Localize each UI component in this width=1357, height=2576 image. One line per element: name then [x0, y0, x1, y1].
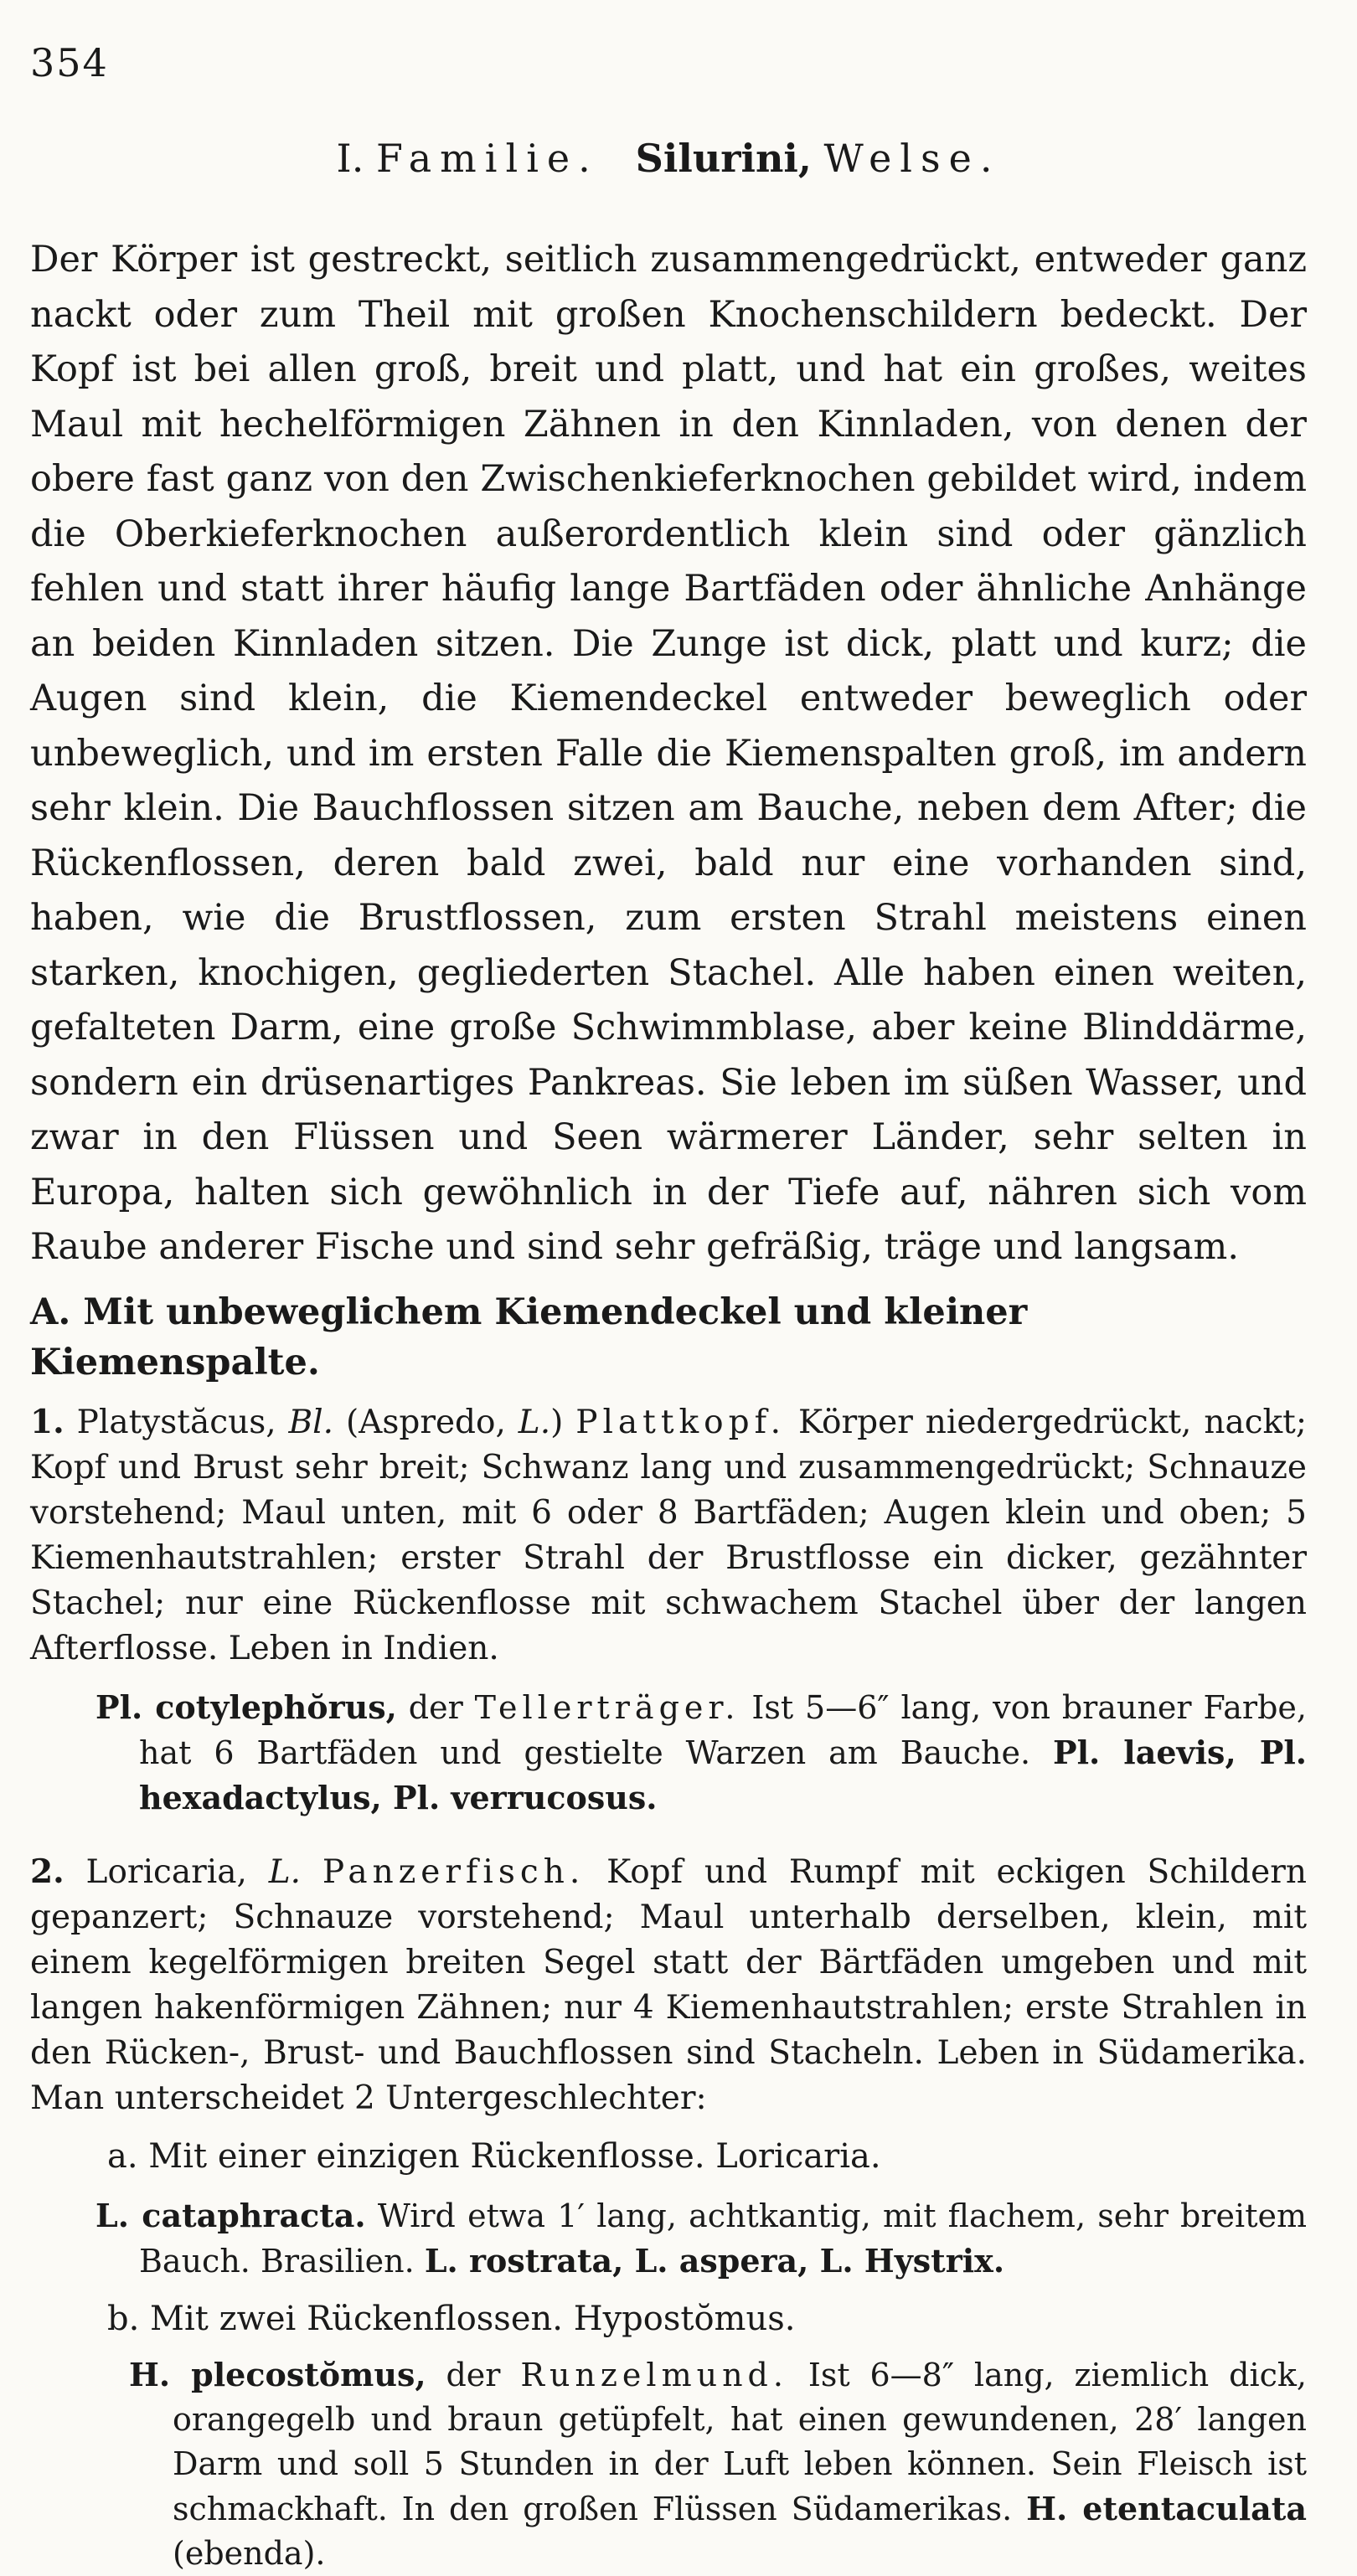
species-description: Ist 6—8″ lang, ziemlich dick, orangegelb und braun getüpfelt, hat einen gewundenen, 28′ langen Darm und soll 5 Stunden in der Luft leben können. Sein Fleisch ist schmackhaft. In den großen Flüssen Südamerikas. [173, 2356, 1307, 2527]
genus-description: Körper niedergedrückt, nackt; Kopf und Brust sehr breit; Schwanz lang und zusammengedrückt; Schnauze vorstehend; Maul unten, mit 6 oder 8 Bartfäden; Augen klein und oben; 5 Kiemenhautstrahlen; erster Strahl der Brustflosse ein dicker, gezähnter Stachel; nur eine Rückenflosse mit schwachem Stachel über der langen Afterflosse. Leben in Indien. [30, 1403, 1307, 1667]
genus-german-name: Plattkopf. [575, 1403, 787, 1441]
subgroup-latin: Loricaria. [715, 2136, 881, 2176]
species-german-name: Tellerträger. [474, 1688, 740, 1726]
species-related: Pl. laevis, Pl. hexadactylus, Pl. verrucosus. [139, 1733, 1307, 1816]
species-related: H. etentaculata [1026, 2489, 1307, 2527]
family-numeral: I. [336, 136, 364, 181]
family-description: Der Körper ist gestreckt, seitlich zusammengedrückt, entweder ganz nackt oder zum Theil mit großen Knochenschildern bedeckt. Der Kopf ist bei allen groß, breit und platt, und hat ein großes, weites Maul mit hechelförmigen Zähnen in den Kinnladen, von denen der obere fast ganz von den Zwischenkieferknochen gebildet wird, indem die Oberkieferknochen außerordentlich klein sind oder gänzlich fehlen und statt ihrer häufig lange Bartfäden oder ähnliche Anhänge an beiden Kinnladen sitzen. Die Zunge ist dick, platt und kurz; die Augen sind klein, die Kiemendeckel entweder beweglich oder unbeweglich, und im ersten Falle die Kiemenspalten groß, im andern sehr klein. Die Bauchflossen sitzen am Bauche, neben dem After; die Rückenflossen, deren bald zwei, bald nur eine vorhanden sind, haben, wie die Brustflossen, zum ersten Strahl meistens einen starken, knochigen, gegliederten Stachel. Alle haben einen weiten, gefalteten Darm, eine große Schwimmblase, aber keine Blinddärme, sondern ein drüsenartiges Pankreas. Sie leben im süßen Wasser, und zwar in den Flüssen und Seen wärmerer Länder, sehr selten in Europa, halten sich gewöhnlich in der Tiefe auf, nähren sich vom Raube anderer Fische und sind sehr gefräßig, träge und langsam. [30, 239, 1307, 1268]
subgroup-b [107, 2295, 1307, 2342]
subgroup-label: b. Mit zwei Rückenflossen. [107, 2299, 563, 2338]
section-a-heading: A. Mit unbeweglichem Kiemendeckel und kleiner Kiemenspalte. [30, 1291, 1028, 1383]
species-german-name: Runzelmund. [520, 2356, 788, 2393]
species-note: (ebenda). [173, 2534, 326, 2572]
species-article: der [446, 2356, 501, 2393]
subgroup-label: a. Mit einer einzigen Rückenflosse. [107, 2136, 705, 2176]
genus-number: 1. [30, 1402, 64, 1441]
genus-author: L. [268, 1852, 302, 1891]
family-latin-name: Silurini, [635, 136, 812, 181]
species-cotylephorus [30, 1685, 1307, 1821]
species-name: Pl. cotylephŏrus, [95, 1687, 397, 1726]
species-name: L. cataphracta. [95, 2196, 366, 2234]
family-german-name: Welse. [823, 136, 1001, 181]
species-description: Ist 5—6″ lang, von brauner Farbe, hat 6 Bartfäden und gestielte Warzen am Bauche. [139, 1688, 1307, 1771]
genus-synonym: (Aspredo, [345, 1403, 506, 1441]
genus-synonym-author: L. [518, 1403, 551, 1441]
genus-platystacus [30, 1399, 1307, 1672]
family-heading [30, 136, 1307, 181]
subgroup-a [107, 2133, 1307, 2180]
family-word: Familie. [375, 136, 599, 181]
genus-number: 2. [30, 1852, 64, 1891]
species-cataphracta [30, 2193, 1307, 2284]
species-plecostomus [30, 2352, 1307, 2576]
subgroup-latin: Hypostŏmus. [573, 2299, 796, 2338]
genus-name: Loricaria, [85, 1852, 247, 1891]
genus-name: Platystăcus, [76, 1403, 276, 1441]
genus-synonym-close: ) [550, 1403, 564, 1441]
page-number: 354 [30, 40, 109, 85]
species-name: H. plecostŏmus, [129, 2355, 426, 2393]
genus-german-name: Panzerfisch. [322, 1852, 586, 1891]
genus-loricaria [30, 1849, 1307, 2121]
species-related: L. rostrata, L. aspera, L. Hystrix. [424, 2241, 1005, 2280]
genus-description: Kopf und Rumpf mit eckigen Schildern gepanzert; Schnauze vorstehend; Maul unterhalb derselben, klein, mit einem kegelförmigen breiten Segel statt der Bärtfäden umgeben und mit langen hakenförmigen Zähnen; nur 4 Kiemenhautstrahlen; erste Strahlen in den Rücken-, Brust- und Bauchflossen sind Stacheln. Leben in Südamerika. Man unterscheidet 2 Untergeschlechter: [30, 1852, 1307, 2117]
species-article: der [408, 1688, 463, 1726]
genus-author: Bl. [288, 1403, 334, 1441]
species-description: Wird etwa 1′ lang, achtkantig, mit flachem, sehr breitem Bauch. Brasilien. [139, 2197, 1307, 2280]
